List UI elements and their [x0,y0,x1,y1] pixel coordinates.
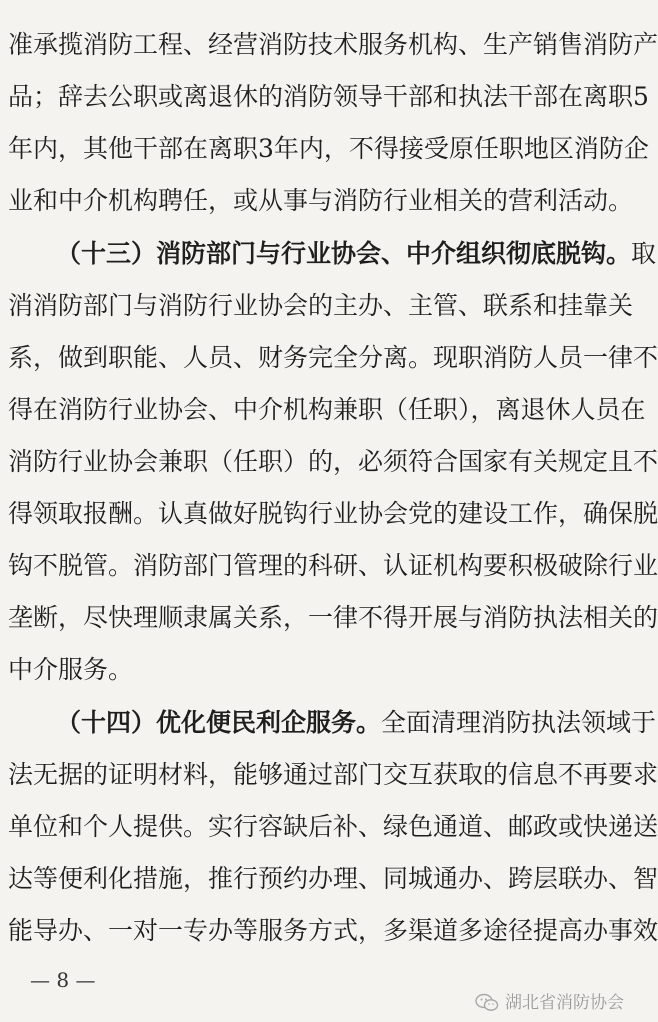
line-text: 取 [631,239,657,268]
line-text: 准承揽消防工程、经营消防技术服务机构、生产销售消防产 [8,30,658,59]
line-text: 能导办、一对一专办等服务方式，多渠道多途径提高办事效 [8,916,658,945]
text-line-3 [0,126,649,172]
text-line-7 [0,335,658,381]
line-text: 系，做到职能、人员、财务完全分离。现职消防人员一律不 [8,343,658,372]
line-text: 业和中介机构聘任，或从事与消防行业相关的营利活动。 [8,186,634,215]
subsection-title: （十四）优化便民利企服务。 [56,708,382,737]
text-line-18 [0,908,658,954]
subsection-title: （十三）消防部门与行业协会、中介组织彻底脱钩。 [56,239,632,268]
text-line-1 [0,22,658,68]
line-text: 得在消防行业协会、中介机构兼职（任职），离退休人员在 [8,395,646,424]
watermark-text: 湖北省消防协会 [505,993,624,1013]
text-line-12 [0,595,658,641]
text-line-11 [0,543,658,589]
text-line-13 [0,647,640,693]
line-text: 垄断，尽快理顺隶属关系，一律不得开展与消防执法相关的 [8,603,658,632]
paragraph-heading-14 [0,700,657,746]
text-line-15 [0,752,658,798]
paragraph-heading-13 [0,231,657,277]
line-text: 中介服务。 [8,655,134,684]
wechat-icon [475,993,499,1013]
watermark [475,988,624,1018]
text-line-2 [0,74,649,120]
text-line-4 [0,178,640,224]
line-text: 消消防部门与消防行业协会的主办、主管、联系和挂靠关 [8,291,634,320]
line-text: 单位和个人提供。实行容缺后补、绿色通道、邮政或快递送 [8,812,658,841]
text-line-17 [0,856,658,902]
line-text: 消防行业协会兼职（任职）的，必须符合国家有关规定且不 [8,447,658,476]
text-line-10 [0,491,658,537]
page-number: — 8 — [30,968,96,992]
text-line-9 [0,439,658,485]
line-text: 全面清理消防执法领域于 [381,708,657,737]
line-text: 达等便利化措施，推行预约办理、同城通办、跨层联办、智 [8,864,658,893]
line-text: 年内，其他干部在离职3年内，不得接受原任职地区消防企 [8,134,649,163]
line-text: 品；辞去公职或离退休的消防领导干部和执法干部在离职5 [8,82,649,111]
text-line-6 [0,283,640,329]
line-text: 得领取报酬。认真做好脱钩行业协会党的建设工作，确保脱 [8,499,658,528]
line-text: 法无据的证明材料，能够通过部门交互获取的信息不再要求 [8,760,658,789]
line-text: 钩不脱管。消防部门管理的科研、认证机构要积极破除行业 [8,551,658,580]
text-line-8 [0,387,646,433]
text-line-16 [0,804,658,850]
